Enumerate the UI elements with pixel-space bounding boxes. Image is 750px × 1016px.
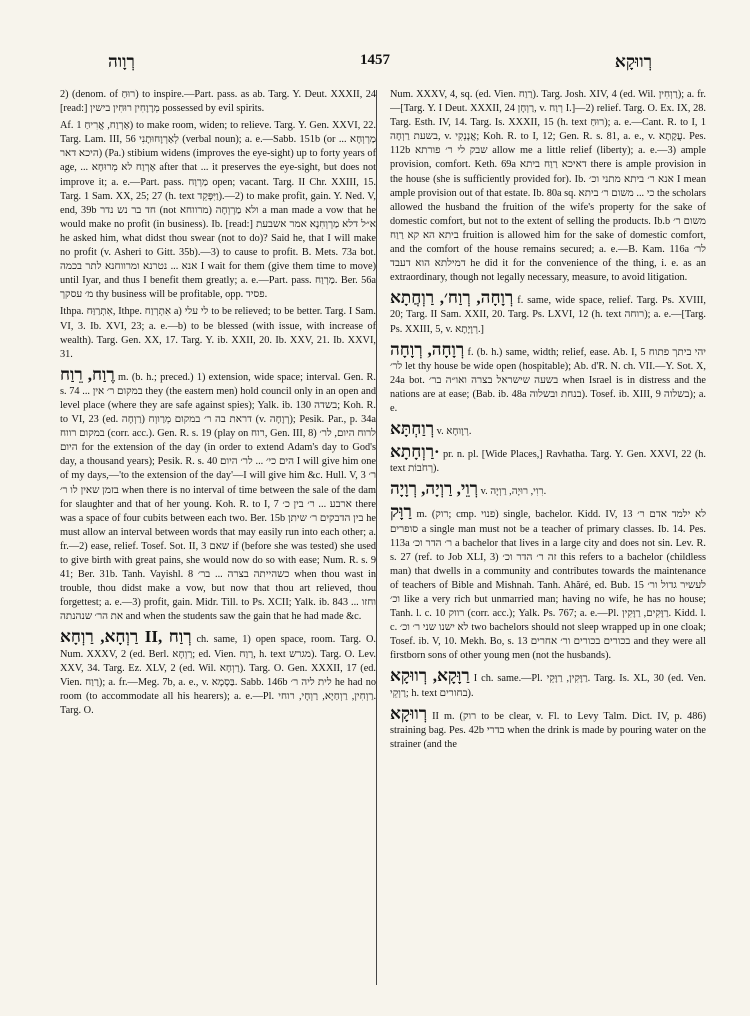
entry [60, 88, 376, 116]
entry-text: Ithpa. אִתְרַוַּח, Ithpe. אִתְרְוַח a) לי עלי to be relieved; to be better. Targ. I Sam. VI, 3. Ib. XVI, 23; a. e.—b) to be blessed (with issue, with increase of wealth). Targ. Gen. XX, 17. Targ. Y. ib. XXII, 20. Ib. XXV, 21. Ib. XXVI, 31. [60, 306, 376, 360]
entry [390, 442, 706, 476]
entry-text: m. (b. h.; preced.) 1) extension, wide space; interval. Gen. R. s. 74 ... במקום ר׳ אין they (the eastern men) hold council only in an open and level place (where they are safe against spies); Yalk. ib. 130 בשדה; Koh. R. to VI, 23 (ed. רַוְחָה) דראת בה ר׳ במקום מְרַווְח (v. רְוָחָה); Pesik. Par., p. 34a במקום רווח (corr. acc.). Gen. R. s. 19 (play on רוח, Gen. III, 8) לרוח היום, לר׳ היום for the extension of the day (in order to extend Adam's day to God's day, a thousand years); Pesik. R. s. 40 הים כי׳ ... לר׳ היום I will give him one of my days,—'to the extension of the day'—I will give him &c. Hull. V, 3 ר׳ בזמן שאין לו ר׳ when there is no interval of time between the sale of the dam for slaughter and that of her young. Koh. R. to I, 7 ארבע ... ר׳ בין כ׳ there was a space of four cubits between each two. Ber. 15b בין הדבקים ר׳ שיתן he must allow an interval between words that may easily run into each other; a. fr.—2) ease, relief. Tosef. Sot. II, 3 שאם if (before she was tested) she used to give birth with great pains, she would now do so with ease; Num. R. s. 9 41; Ber. 31b. Tanh. Vayishl. 8 כשהייתה בצרה ... בר׳ when thou wast in trouble, thou didst make a vow, but now that thou art relieved, thou forgettest; a. e.—3) profit, gain. Midr. Till. to Ps. XCII; Yalk. ib. 843 וחזו ... את הר׳ שנהנתה and when the students saw the gain that he had made &c. [60, 371, 376, 623]
running-head-right: רְווּקָא [614, 52, 652, 71]
entry-headword: רְוַחְתָּא [390, 419, 435, 439]
entry [390, 419, 706, 439]
entry-text: Af. אַרְוַח, אֲרִיחַ 1) to make room, widen; to relieve. Targ. Y. Gen. XXVI, 22. Targ. Lam. III, 56 לְאַרְוָחוּתָנִי (verbal noun); a. e.—Sabb. 151b (or מַרְוְחָא ... היכא דאר) (Pa.) stibium widens (improves the eye-sight) up to forty years of age, ... אַרְוַח לא מְרוּחָא after that ... it preserves the eye-sight, but does not improve it; a. e.—Part. pass. מַרְוַח open; vacant. Targ. II Chr. XXIII, 15. Targ. 1 Sam. XX, 25; 27 (h. text וַיִּפָּקֵד).—2) to make profit, gain. Y. Ned. V, end, 39b חד בר נש נדר (not מרווחא) ולא מַרְוְחָה a man made a vow that he would make no profit (in business). Ib. [read:] א״ל דלא מַרְוְחִנָא אמר אשבעת he asked him, what didst thou swear (not to do)? Said he, that I will make no profit (v. Asheri to Gitt. 35b).—3) to cause to profit. B. Mets. 73a bot. אנא ... נטרנא ומרווחנא לתר בכמה I wait for them (give them time to move) until Iyar, and thus I benefit them greatly; a. e.—Part. pass. מַרְוַח. Ber. 56a מ׳ עסקך thy business will be profitable, opp. פסיד. [60, 120, 376, 301]
page-number: 1457 [360, 52, 390, 68]
entry-headword: רְוֵי, רַוְיָה, רְוָיָה [390, 479, 479, 499]
left-column [60, 88, 376, 988]
entry-headword: רַוְחָא, רַוְחָא II, רְוַח [60, 627, 192, 647]
entry-text: ch. same, 1) open space, room. Targ. O. Num. XXXV, 2 (ed. Berl. רַוְחָא; ed. Vien. רַוַח, h. text מגרש). Targ. O. Lev. XXV, 34. Targ. Ez. XLV, 2 (ed. Wil. רַוְחָא). Targ. O. Gen. XXXII, 17 (ed. Vien. רַוַח); a. fr.—Meg. 7b, a. e., v. בַּסְמָא. Sabb. 146b לית ליה ר׳ he had no room (to accommodate all his hearers); a. e.—Pl. רַוְחִין, רַוְחַיָא, רַוְחָי, רוחי. Targ. O. [60, 634, 376, 716]
entry [390, 502, 706, 663]
entry-text: II m. (רוק to be clear, v. Fl. to Levy Talm. Dict. IV, p. 486) straining bag. Pes. 42b בדרי when the drink is made by pouring water on the strainer (and the [390, 710, 706, 750]
entry [60, 365, 376, 625]
entry-text: I ch. same.—Pl. רַוָּקִין, רַוָּקֵי. Targ. Is. XL, 30 (ed. Ven. רַוְקֵי; h. text בחורים). [390, 673, 706, 699]
entry [390, 88, 706, 285]
entry-headword: רַוָּק [390, 502, 412, 522]
running-head-left: רְוָוה [108, 52, 135, 71]
entry-text: v. רְוָוחָא. [434, 426, 472, 438]
entry-headword: רַוְחָתָא· [390, 442, 440, 462]
entry-text: m. (רוק; cmp. פנוי) single, bachelor. Kidd. IV, 13 לא ילמד אדם ר׳ סופרים a single man must not be a teacher of primary classes. Ib. 14. Pes. 113a ר׳ הדר וכ׳ a bachelor that lives in a large city and does not sin. Lev. R. s. 27 (ref. to Job XLI, 3) זה ר׳ הדר וכ׳ this refers to a bachelor (childless man) that dwells in a community and contributes towards the maintenance of teachers of Bible and Mishnah. Tanh. Ahăré, ed. Bub. 15 לעשיר גדול ור׳ וכ׳ like a very rich but unmarried man; having no wife, he has no house; Tanh. l. c. 10 רווק (corr. acc.); Yalk. Ps. 767; a. e.—Pl. רַוָּקִים, רַוָּקִין. Kidd. l. c. לא ישנו שני ר׳ וכ׳ two bachelors should not sleep wrapped up in one cloak; Tosef. ib. V, 10. Mekh. Bo, s. 13 בכורים בכורים ור׳ אחרים and they were all firstborn sons of other young men (not the husbands). [390, 509, 706, 662]
entry [390, 479, 706, 499]
entry-headword: רְוָחָה, רְוָחָה [390, 339, 465, 359]
page-header [58, 52, 692, 74]
right-column [390, 88, 706, 988]
entry [390, 288, 706, 336]
entry-headword: רְווּקָא [390, 703, 428, 723]
entry-headword: רַוָּקָא, רְווּקָא [390, 666, 470, 686]
entry-text: f. (b. h.) same, width; relief, ease. Ab. I, 5 יהי ביתך פתוח לר׳ let thy house be wide open (hospitable); Ab. d'R. N. ch. VII.—Y. Sot. X, 24a bot. בשעה שישראל בצרה ואו״ה בר׳ when Israel is in distress and the nations are at ease; (Bab. ib. 48a בנחת ובשלוה). Tosef. ib. XIII, 9 בשלוה); a. e. [390, 346, 706, 414]
entry [390, 340, 706, 416]
column-divider [376, 90, 377, 985]
entry-text: Num. XXXV, 4, sq. (ed. Vien. רַוַח). Targ. Josh. XIV, 4 (ed. Wil. רַוְחִין); a. fr.—[Targ. Y. I Deut. XXXII, 24 רַוְחָן, v. רְוַח I.]—2) relief. Targ. O. Ex. IX, 28. Targ. Esth. IV, 14. Targ. Is. XXXII, 15 (h. text רוּחַ); a. e.—Cant. R. to I, 1 בשעת רַוְחָה, v. אֲנָנְקִי; Koh. R. to I, 12; Gen. R. s. 81, a. e., v. עֲקָתָא. Pes. 112b שבק לי ר׳ פורתא allow me a little relief (liberty); a. e.—3) ample provision, comfort. Keth. 69a דאיכא רַוַח ביתא there is ample provision in the house (she is sufficiently provided for). Ib. אנא ר׳ ביתא מתני וכ׳ I mean ample provision out of that estate. Ib. 80a sq. כי ... משום ר׳ ביתא the scholars allowed the husband the fruition of the wife's property for the sake of domestic comfort, but not to the extent of selling the products. Ib.b משום ר׳ ביתא הא קא רַוַח fruition is allowed him for the sake of domestic comfort, and the comfort of the house remains secured; a. e.—B. Kam. 116a לר׳ דמילתא הוא דעבד he did it for the convenience of the thing, i. e. as an extraordinary, though not legally necessary, measure, to avoid litigation. [390, 89, 706, 284]
entry [390, 666, 706, 700]
entry-text: v. רִוִי, רוּיָה, רַוְיָה. [478, 486, 547, 498]
entry-headword: רֶוַח, רֵוַח [60, 364, 115, 384]
entry-headword: רְוָחָה, רְוַח׳, רַוְחֲתָא [390, 288, 514, 308]
entry [60, 119, 376, 302]
entry [60, 627, 376, 718]
entry-text: 2) (denom. of רוּחַ) to inspire.—Part. pass. as ab. Targ. Y. Deut. XXXII, 24 [read:] מְרָוָחִין רוּחִין בישין possessed by evil spirits. [60, 89, 376, 115]
entry [390, 704, 706, 752]
entry-text: f. same, wide space, relief. Targ. Ps. XVIII, 20; Targ. II Sam. XXII, 20. Targ. Ps. LXVI, 12 (h. text רוחה); a. e.—[Targ. Ps. XXIII, 5, v. רְוָיָתָא.] [390, 295, 706, 335]
entry-text: pr. n. pl. [Wide Places,] Ravhatha. Targ. Y. Gen. XXVI, 22 (h. text רְחֹבוֹת). [390, 449, 706, 475]
entry [60, 305, 376, 361]
